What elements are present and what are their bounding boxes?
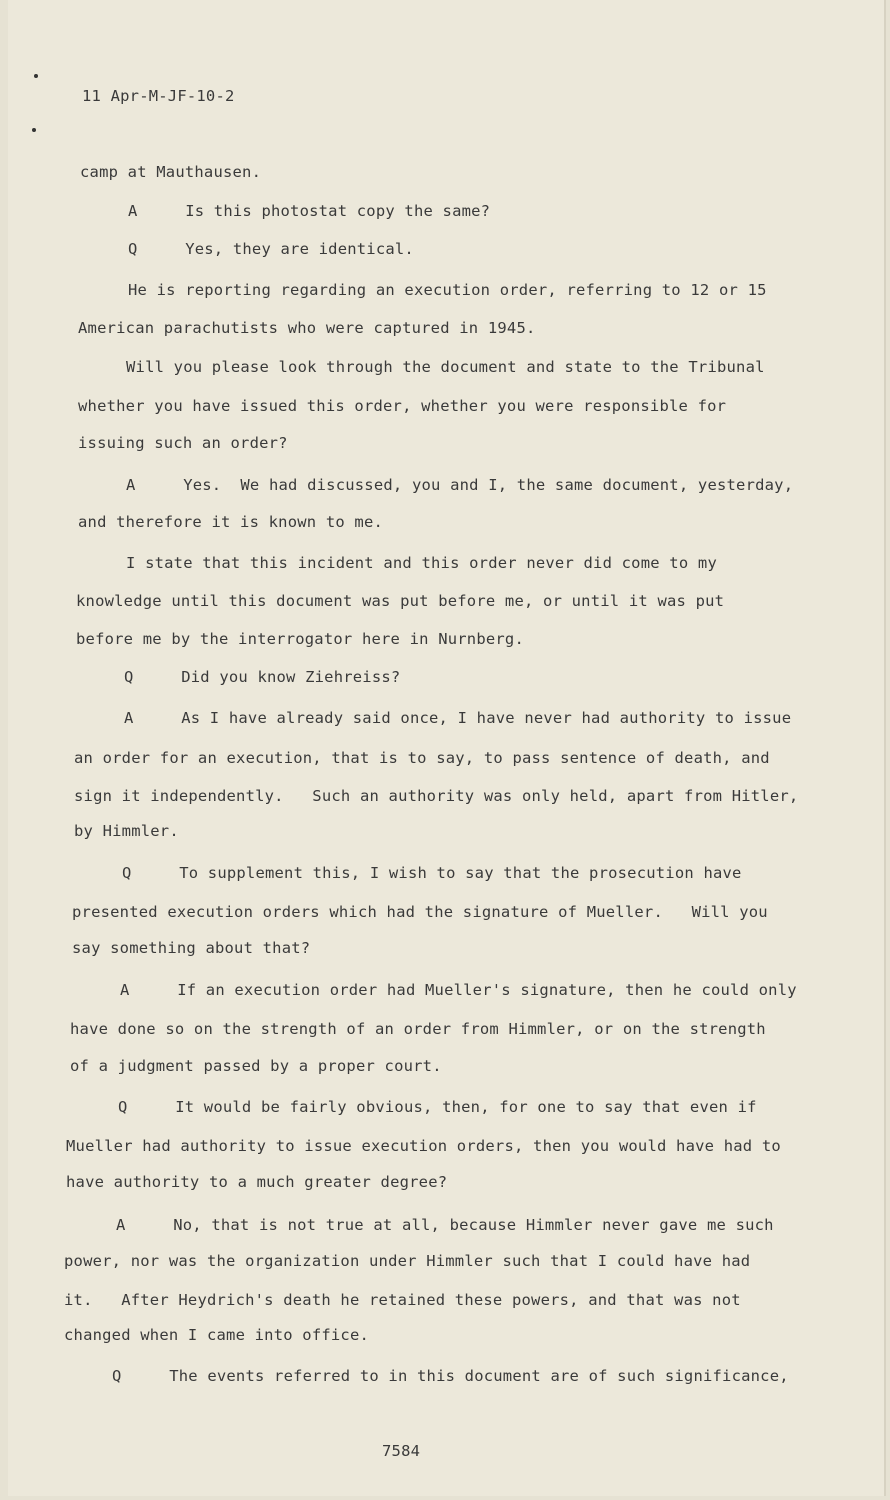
text-line: Q It would be fairly obvious, then, for one to say that even if bbox=[118, 1098, 757, 1116]
text-line: A Is this photostat copy the same? bbox=[128, 202, 491, 220]
text-line: Q To supplement this, I wish to say that the prosecution have bbox=[122, 864, 742, 882]
document-page bbox=[8, 0, 886, 1496]
text-line: American parachutists who were captured in 1945. bbox=[78, 319, 536, 337]
text-line: issuing such an order? bbox=[78, 434, 288, 452]
text-line: A As I have already said once, I have never had authority to issue bbox=[124, 709, 792, 727]
text-line: Q Did you know Ziehreiss? bbox=[124, 668, 401, 686]
header-reference: 11 Apr-M-JF-10-2 bbox=[82, 87, 235, 105]
text-line: changed when I came into office. bbox=[64, 1326, 370, 1344]
page-number: 7584 bbox=[382, 1442, 421, 1460]
text-line: say something about that? bbox=[72, 939, 311, 957]
text-line: He is reporting regarding an execution order, referring to 12 or 15 bbox=[128, 281, 767, 299]
text-line: knowledge until this document was put before me, or until it was put bbox=[76, 592, 725, 610]
text-line: A Yes. We had discussed, you and I, the same document, yesterday, bbox=[126, 476, 794, 494]
text-line: an order for an execution, that is to say, to pass sentence of death, and bbox=[74, 749, 770, 767]
text-line: sign it independently. Such an authority was only held, apart from Hitler, bbox=[74, 787, 799, 805]
text-line: before me by the interrogator here in Nurnberg. bbox=[76, 630, 524, 648]
text-line: have done so on the strength of an order from Himmler, or on the strength bbox=[70, 1020, 766, 1038]
text-line: A If an execution order had Mueller's signature, then he could only bbox=[120, 981, 797, 999]
text-line: Mueller had authority to issue execution orders, then you would have had to bbox=[66, 1137, 781, 1155]
text-line: A No, that is not true at all, because Himmler never gave me such bbox=[116, 1216, 774, 1234]
text-line: Q Yes, they are identical. bbox=[128, 240, 414, 258]
text-line: power, nor was the organization under Himmler such that I could have had bbox=[64, 1252, 751, 1270]
text-line: whether you have issued this order, whether you were responsible for bbox=[78, 397, 727, 415]
text-line: I state that this incident and this order never did come to my bbox=[126, 554, 717, 572]
text-line: presented execution orders which had the signature of Mueller. Will you bbox=[72, 903, 768, 921]
text-line: Q The events referred to in this document are of such significance, bbox=[112, 1367, 789, 1385]
text-line: camp at Mauthausen. bbox=[80, 163, 262, 181]
text-line: it. After Heydrich's death he retained these powers, and that was not bbox=[64, 1291, 741, 1309]
text-line: have authority to a much greater degree? bbox=[66, 1173, 448, 1191]
text-line: by Himmler. bbox=[74, 822, 179, 840]
text-line: of a judgment passed by a proper court. bbox=[70, 1057, 442, 1075]
margin-mark bbox=[34, 74, 38, 78]
text-line: Will you please look through the document and state to the Tribunal bbox=[126, 358, 765, 376]
margin-mark bbox=[32, 128, 36, 132]
text-line: and therefore it is known to me. bbox=[78, 513, 384, 531]
